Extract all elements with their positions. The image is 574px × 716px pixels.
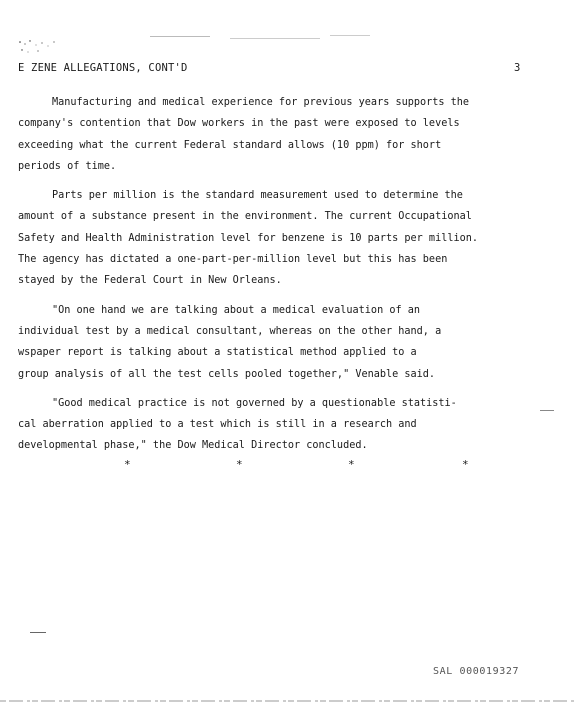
text-line: exceeding what the current Federal standard allows (10 ppm) for short — [18, 139, 442, 151]
scan-artifact-line — [230, 38, 320, 39]
paragraph — [18, 300, 554, 385]
text-line: Manufacturing and medical experience for previous years supports the — [52, 97, 470, 108]
text-line: group analysis of all the test cells pooled together," Venable said. — [18, 368, 436, 380]
document-id-stamp: SAL 000019327 — [433, 666, 520, 677]
separator-star: * — [124, 458, 131, 471]
text-line: cal aberration applied to a test which is still in a research and — [18, 419, 417, 431]
scan-edge-line — [0, 700, 574, 702]
text-line: periods of time. — [18, 160, 117, 172]
scan-speckle — [16, 38, 64, 54]
text-line: individual test by a medical consultant, whereas on the other hand, a — [18, 325, 442, 337]
text-line: "Good medical practice is not governed by a questionable statisti- — [52, 397, 457, 409]
text-line: Safety and Health Administration level for benzene is 10 parts per million. — [18, 232, 479, 244]
article-body — [18, 92, 554, 465]
section-separator — [0, 458, 574, 472]
text-line: developmental phase," the Dow Medical Director concluded. — [18, 440, 368, 452]
text-line: Parts per million is the standard measurement used to determine the — [52, 190, 463, 202]
separator-star: * — [462, 458, 469, 471]
text-line: The agency has dictated a one-part-per-million level but this has been — [18, 254, 448, 266]
text-line: amount of a substance present in the environment. The current Occupational — [18, 211, 472, 223]
paragraph — [18, 92, 554, 177]
paragraph — [18, 185, 554, 291]
scan-artifact-line — [150, 36, 210, 37]
page-header-title: E ZENE ALLEGATIONS, CONT'D — [18, 62, 188, 74]
paragraph — [18, 393, 554, 457]
text-line: stayed by the Federal Court in New Orleans. — [18, 275, 282, 287]
scan-artifact-line — [30, 632, 46, 633]
page-number: 3 — [514, 62, 521, 74]
text-line: company's contention that Dow workers in the past were exposed to levels — [18, 118, 460, 130]
separator-star: * — [236, 458, 243, 471]
text-line: "On one hand we are talking about a medical evaluation of an — [52, 304, 421, 316]
scan-artifact-line — [330, 35, 370, 36]
text-line: wspaper report is talking about a statistical method applied to a — [18, 347, 417, 359]
separator-star: * — [348, 458, 355, 471]
